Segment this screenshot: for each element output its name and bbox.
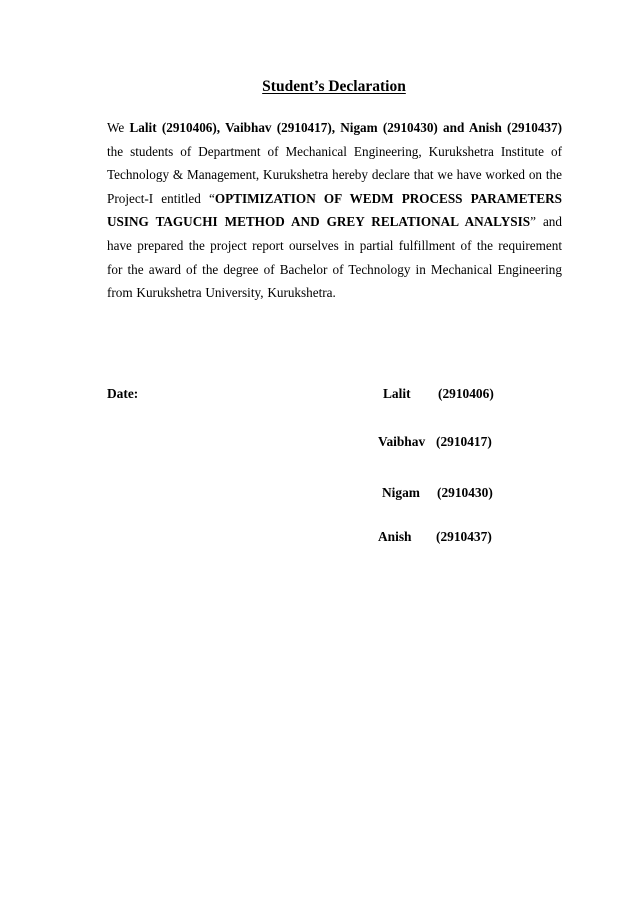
signatory-roll-vaibhav: (2910417) xyxy=(436,434,492,449)
signatory-roll-anish: (2910437) xyxy=(436,529,492,544)
signatory-name-nigam: Nigam xyxy=(382,485,420,500)
signatory-roll-nigam: (2910430) xyxy=(437,485,493,500)
signatory-roll-lalit: (2910406) xyxy=(438,386,494,401)
signatory-name-anish: Anish xyxy=(378,529,412,544)
signatory-name-vaibhav: Vaibhav xyxy=(378,434,426,449)
paragraph-text-3: ” and have prepared the project report ourselves in partial fulfillment of the requirement for the award of the degree of Bachelor of Technology in Mechanical Engineering from Kurukshetra University, Kurukshetra. xyxy=(107,214,562,301)
date-label: Date: xyxy=(107,386,139,401)
paragraph-text-2: the students of Department of Mechanical Engineering, Kurukshetra Institute of Technology & Management, Kurukshetra hereby declare that we have worked on the Project-I entitled “ xyxy=(107,143,562,206)
project-title: OPTIMIZATION OF WEDM PROCESS PARAMETERS USING TAGUCHI METHOD AND GREY RELATIONAL ANALYSIS xyxy=(107,190,562,230)
paragraph-text-1: We xyxy=(107,120,130,135)
page-title: Student’s Declaration xyxy=(262,78,406,95)
student-names: Lalit (2910406), Vaibhav (2910417), Nigam (2910430) and Anish (2910437) xyxy=(129,120,563,135)
signatory-name-lalit: Lalit xyxy=(383,386,411,401)
declaration-paragraph xyxy=(107,116,562,305)
